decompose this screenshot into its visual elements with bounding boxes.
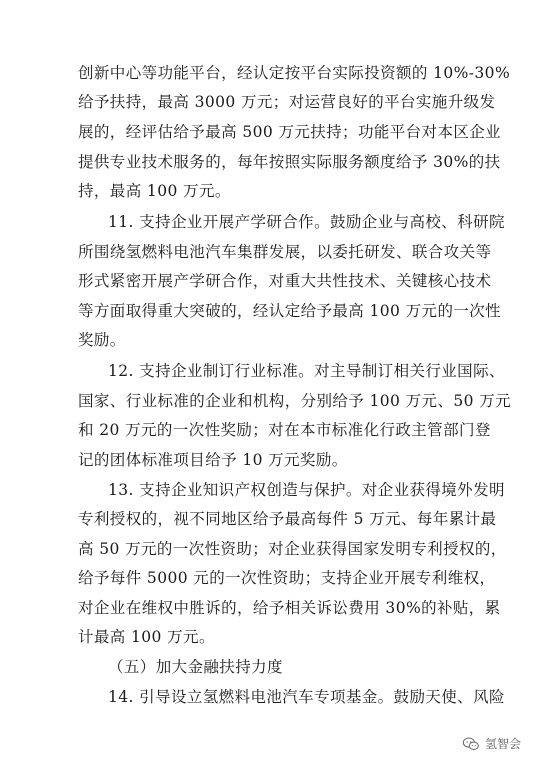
text-line: 14. 引导设立氢燃料电池汽车专项基金。鼓励天使、风险: [108, 688, 505, 706]
text-line: 高 50 万元的一次性资助；对企业获得国家发明专利授权的，: [78, 540, 507, 558]
text-line: 12. 支持企业制订行业标准。对主导制订相关行业国际、: [108, 362, 505, 380]
text-line: 所围绕氢燃料电池汽车集群发展，以委托研发、联合攻关等: [78, 243, 492, 261]
watermark: [462, 735, 521, 752]
text-line: 和 20 万元的一次性奖励；对在本市标准化行政主管部门登: [78, 421, 491, 439]
text-line: 专利授权的，视不同地区给予最高每件 5 万元、每年累计最: [78, 510, 497, 528]
text-line: 持，最高 100 万元。: [78, 182, 231, 200]
text-line: 奖励。: [78, 331, 126, 349]
text-line: 等方面取得重大突破的，经认定给予最高 100 万元的一次性: [78, 302, 502, 320]
text-line: 11. 支持企业开展产学研合作。鼓励企业与高校、科研院: [108, 213, 505, 231]
text-line: 13. 支持企业知识产权创造与保护。对企业获得境外发明: [108, 481, 505, 499]
text-line: 提供专业技术服务的，每年按照实际服务额度给予 30%的扶: [78, 153, 501, 171]
text-line: 展的，经评估给予最高 500 万元扶持；功能平台对本区企业: [78, 123, 502, 141]
section-heading: （五）加大金融扶持力度: [108, 658, 283, 676]
text-line: 计最高 100 万元。: [78, 628, 215, 646]
wechat-icon: [462, 737, 480, 751]
text-line: 国家、行业标准的企业和机构，分别给予 100 万元、50 万元: [78, 392, 511, 410]
watermark-label: 氢智会: [484, 737, 521, 751]
text-line: 形式紧密开展产学研合作，对重大共性技术、关键核心技术: [78, 272, 492, 290]
text-line: 给予扶持，最高 3000 万元；对运营良好的平台实施升级发: [78, 93, 496, 111]
text-line: 给予每件 5000 元的一次性资助；支持企业开展专利维权，: [78, 569, 496, 587]
text-line: 创新中心等功能平台，经认定按平台实际投资额的 10%-30%: [78, 64, 511, 82]
text-line: 对企业在维权中胜诉的，给予相关诉讼费用 30%的补贴，累: [78, 599, 501, 617]
text-line: 记的团体标准项目给予 10 万元奖励。: [78, 451, 348, 469]
